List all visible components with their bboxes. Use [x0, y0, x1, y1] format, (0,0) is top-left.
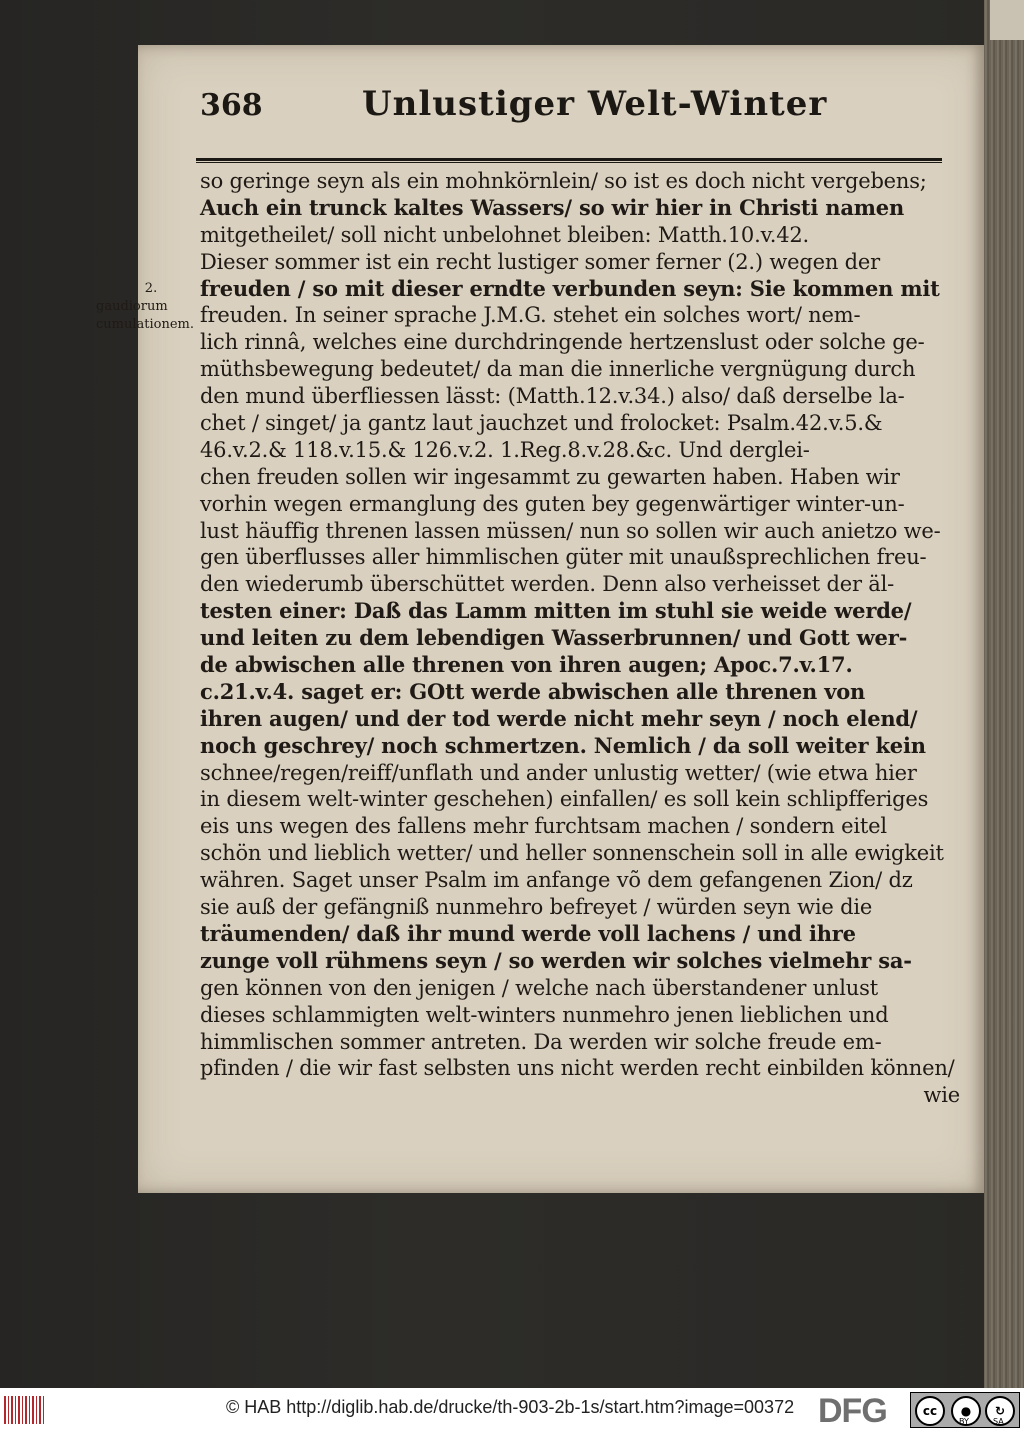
text-line: müthsbewegung bedeutet/ da man die innerliche vergnügung durch: [200, 357, 916, 382]
text-line: währen. Saget unser Psalm im anfange võ dem gefangenen Zion/ dz: [200, 868, 913, 893]
text-line: 46.v.2.& 118.v.15.& 126.v.2. 1.Reg.8.v.28.&c. Und derglei-: [200, 437, 810, 462]
text-line: ihren augen/ und der tod werde nicht mehr seyn / noch elend/: [200, 705, 918, 731]
text-line: de abwischen alle threnen von ihren augen; Apoc.7.v.17.: [200, 652, 853, 678]
text-line: schön und lieblich wetter/ und heller sonnenschein soll in alle ewigkeit: [200, 841, 944, 866]
text-line: himmlischen sommer antreten. Da werden wir solche freude em-: [200, 1029, 882, 1054]
text-line: dieses schlammigten welt-winters nunmehro jenen lieblichen und: [200, 1002, 889, 1027]
hab-barcode-logo: [4, 1396, 46, 1424]
copyright-link[interactable]: © HAB http://diglib.hab.de/drucke/th-903-2b-1s/start.htm?image=00372: [226, 1397, 795, 1417]
text-line: pfinden / die wir fast selbsten uns nicht werden recht einbilden können/: [200, 1056, 955, 1081]
text-line: so geringe seyn als ein mohnkörnlein/ so ist es doch nicht vergebens;: [200, 169, 927, 193]
text-line: lich rinnâ, welches eine durchdringende hertzenslust oder solche ge-: [200, 330, 925, 355]
by-person-icon: ●: [951, 1396, 981, 1426]
header-rule-thin: [196, 162, 942, 163]
text-line: gen überflusses aller himmlischen güter mit unaußsprechlichen freu-: [200, 545, 927, 570]
share-alike-icon: ↻: [985, 1396, 1015, 1426]
text-line: testen einer: Daß das Lamm mitten im stuhl sie weide werde/: [200, 598, 912, 624]
text-line: chet / singet/ ja gantz laut jauchzet und frolocket: Psalm.42.v.5.&: [200, 411, 883, 436]
text-line: c.21.v.4. saget er: GOtt werde abwischen alle threnen von: [200, 678, 866, 704]
cc-icon: cc: [915, 1396, 945, 1426]
page-number: 368: [200, 88, 263, 123]
margin-note: [96, 280, 206, 334]
text-line: schnee/regen/reiff/unflath und ander unlustig wetter/ (wie etwa hier: [200, 760, 917, 785]
margin-note-text: gaudiorum cumulationem.: [96, 299, 194, 332]
page-header: [200, 84, 920, 134]
text-line: den wiederumb überschüttet werden. Denn also verheisset der äl-: [200, 572, 895, 597]
margin-note-number: 2.: [144, 281, 158, 296]
text-line: in diesem welt-winter geschehen) einfallen/ es soll kein schlipfferiges: [200, 787, 929, 812]
text-line: gen können von den jenigen / welche nach überstandener unlust: [200, 975, 878, 1000]
text-line: eis uns wegen des fallens mehr furchtsam machen / sondern eitel: [200, 814, 887, 839]
text-line: lust häuffig threnen lassen müssen/ nun so sollen wir auch anietzo we-: [200, 518, 941, 543]
sa-label: SA: [993, 1417, 1004, 1426]
text-line: noch geschrey/ noch schmertzen. Nemlich / da soll weiter kein: [200, 732, 926, 758]
cc-license-badge[interactable]: [910, 1392, 1020, 1428]
text-line: vorhin wegen ermanglung des guten bey gegenwärtiger winter-un-: [200, 491, 905, 516]
running-head: Unlustiger Welt-Winter: [362, 84, 828, 124]
book-edge-top: [990, 0, 1024, 40]
catchword: wie: [923, 1083, 960, 1108]
text-line: den mund überfliessen lässt: (Matth.12.v.34.) also/ daß derselbe la-: [200, 384, 905, 409]
dfg-logo: DFG: [818, 1392, 887, 1430]
footer-bar: [0, 1388, 1024, 1430]
text-line: und leiten zu dem lebendigen Wasserbrunnen/ und Gott wer-: [200, 625, 908, 651]
by-label: BY: [959, 1417, 969, 1426]
header-rule: [196, 158, 942, 161]
text-line: freuden / so mit dieser erndte verbunden seyn: Sie kommen mit: [200, 275, 940, 301]
text-line: sie auß der gefängniß nunmehro befreyet / würden seyn wie die: [200, 895, 873, 920]
text-line: chen freuden sollen wir ingesammt zu gewarten haben. Haben wir: [200, 464, 900, 489]
text-line: mitgetheilet/ soll nicht unbelohnet bleiben: Matth.10.v.42.: [200, 222, 810, 247]
text-line: freuden. In seiner sprache J.M.G. stehet ein solches wort/ nem-: [200, 303, 861, 328]
text-line: Dieser sommer ist ein recht lustiger somer ferner (2.) wegen der: [200, 249, 880, 274]
text-line: zunge voll rühmens seyn / so werden wir solches vielmehr sa-: [200, 947, 912, 973]
body-text: [200, 168, 960, 1109]
text-line: Auch ein trunck kaltes Wassers/ so wir hier in Christi namen: [200, 194, 905, 220]
text-line: träumenden/ daß ihr mund werde voll lachens / und ihre: [200, 920, 856, 946]
book-edge: [984, 0, 1024, 1388]
